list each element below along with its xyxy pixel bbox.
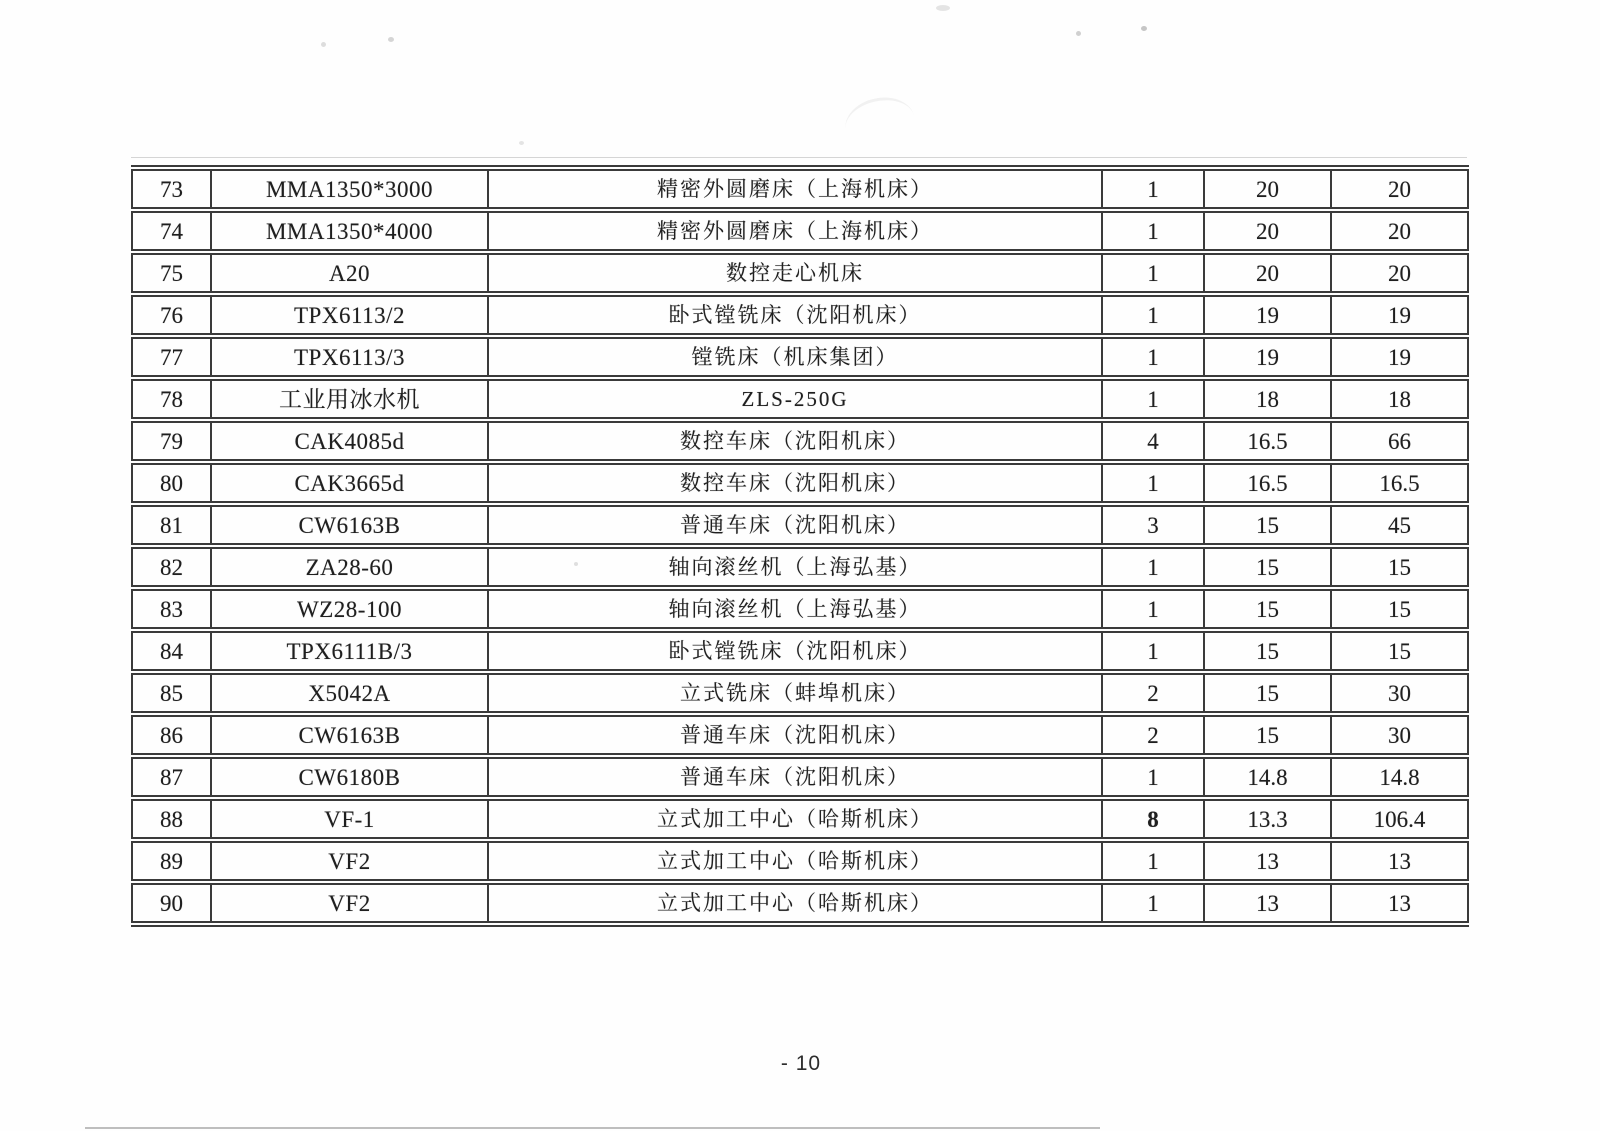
cell-qty: 1 (1102, 630, 1204, 672)
cell-unit_value: 20 (1204, 210, 1331, 252)
cell-qty: 3 (1102, 504, 1204, 546)
cell-total_value: 14.8 (1331, 756, 1468, 798)
cell-total_value: 66 (1331, 420, 1468, 462)
cell-unit_value: 15 (1204, 504, 1331, 546)
cell-qty: 1 (1102, 378, 1204, 420)
cell-total_value: 19 (1331, 336, 1468, 378)
page-number: - 10 (780, 1052, 822, 1075)
cell-qty: 1 (1102, 168, 1204, 210)
cell-description: 数控走心机床 (488, 252, 1102, 294)
cell-seq: 73 (132, 168, 211, 210)
table-row (132, 336, 1468, 378)
cell-unit_value: 15 (1204, 546, 1331, 588)
table-row (132, 168, 1468, 210)
cell-description: 数控车床（沈阳机床） (488, 462, 1102, 504)
table-row (132, 378, 1468, 420)
cell-seq: 81 (132, 504, 211, 546)
cell-model: WZ28-100 (211, 588, 488, 630)
table-row (132, 672, 1468, 714)
cell-model: 工业用冰水机 (211, 378, 488, 420)
cell-seq: 75 (132, 252, 211, 294)
cell-qty: 1 (1102, 462, 1204, 504)
table-row (132, 504, 1468, 546)
cell-seq: 82 (132, 546, 211, 588)
cell-total_value: 20 (1331, 252, 1468, 294)
cell-seq: 80 (132, 462, 211, 504)
cell-qty: 8 (1102, 798, 1204, 840)
cell-qty: 1 (1102, 756, 1204, 798)
cell-total_value: 13 (1331, 840, 1468, 882)
scan-noise-speck (1141, 26, 1147, 31)
cell-description: 立式铣床（蚌埠机床） (488, 672, 1102, 714)
cell-seq: 89 (132, 840, 211, 882)
cell-unit_value: 13 (1204, 840, 1331, 882)
cell-description: ZLS-250G (488, 378, 1102, 420)
cell-seq: 85 (132, 672, 211, 714)
cell-model: CW6163B (211, 714, 488, 756)
table-row (132, 210, 1468, 252)
cell-total_value: 18 (1331, 378, 1468, 420)
cell-qty: 2 (1102, 672, 1204, 714)
cell-total_value: 16.5 (1331, 462, 1468, 504)
cell-description: 立式加工中心（哈斯机床） (488, 798, 1102, 840)
cell-description: 精密外圆磨床（上海机床） (488, 210, 1102, 252)
cell-qty: 2 (1102, 714, 1204, 756)
cell-model: ZA28-60 (211, 546, 488, 588)
cell-total_value: 30 (1331, 672, 1468, 714)
cell-model: MMA1350*3000 (211, 168, 488, 210)
cell-model: CAK4085d (211, 420, 488, 462)
cell-total_value: 20 (1331, 168, 1468, 210)
table-row (132, 294, 1468, 336)
cell-seq: 77 (132, 336, 211, 378)
cell-unit_value: 20 (1204, 252, 1331, 294)
scan-noise-speck (936, 5, 950, 11)
cell-unit_value: 15 (1204, 630, 1331, 672)
cell-model: VF2 (211, 882, 488, 924)
table-row (132, 756, 1468, 798)
cell-qty: 1 (1102, 588, 1204, 630)
cell-total_value: 106.4 (1331, 798, 1468, 840)
table-row (132, 840, 1468, 882)
cell-qty: 1 (1102, 252, 1204, 294)
cell-total_value: 45 (1331, 504, 1468, 546)
cell-unit_value: 13 (1204, 882, 1331, 924)
table-row (132, 420, 1468, 462)
cell-seq: 88 (132, 798, 211, 840)
cell-seq: 83 (132, 588, 211, 630)
cell-description: 普通车床（沈阳机床） (488, 504, 1102, 546)
cell-seq: 87 (132, 756, 211, 798)
scan-line-artifact (131, 157, 1467, 158)
cell-total_value: 15 (1331, 630, 1468, 672)
cell-qty: 1 (1102, 882, 1204, 924)
cell-description: 卧式镗铣床（沈阳机床） (488, 294, 1102, 336)
cell-seq: 76 (132, 294, 211, 336)
cell-seq: 90 (132, 882, 211, 924)
cell-description: 立式加工中心（哈斯机床） (488, 882, 1102, 924)
cell-seq: 74 (132, 210, 211, 252)
cell-unit_value: 13.3 (1204, 798, 1331, 840)
cell-model: TPX6113/3 (211, 336, 488, 378)
cell-qty: 1 (1102, 210, 1204, 252)
cell-unit_value: 19 (1204, 336, 1331, 378)
cell-unit_value: 15 (1204, 588, 1331, 630)
scan-noise-speck (321, 42, 326, 47)
cell-total_value: 15 (1331, 546, 1468, 588)
cell-model: VF2 (211, 840, 488, 882)
table-row (132, 252, 1468, 294)
cell-description: 立式加工中心（哈斯机床） (488, 840, 1102, 882)
cell-model: VF-1 (211, 798, 488, 840)
table-row (132, 588, 1468, 630)
cell-description: 普通车床（沈阳机床） (488, 756, 1102, 798)
cell-unit_value: 16.5 (1204, 462, 1331, 504)
equipment-table-body (132, 168, 1468, 924)
cell-qty: 1 (1102, 546, 1204, 588)
table-row (132, 462, 1468, 504)
cell-qty: 4 (1102, 420, 1204, 462)
cell-description: 数控车床（沈阳机床） (488, 420, 1102, 462)
cell-unit_value: 20 (1204, 168, 1331, 210)
scan-noise-speck (1076, 31, 1081, 36)
table-row (132, 798, 1468, 840)
cell-description: 精密外圆磨床（上海机床） (488, 168, 1102, 210)
cell-description: 卧式镗铣床（沈阳机床） (488, 630, 1102, 672)
cell-unit_value: 15 (1204, 714, 1331, 756)
cell-total_value: 30 (1331, 714, 1468, 756)
cell-unit_value: 15 (1204, 672, 1331, 714)
cell-total_value: 13 (1331, 882, 1468, 924)
cell-seq: 84 (132, 630, 211, 672)
cell-total_value: 20 (1331, 210, 1468, 252)
cell-unit_value: 14.8 (1204, 756, 1331, 798)
scan-noise-speck (388, 37, 394, 42)
cell-model: CW6180B (211, 756, 488, 798)
cell-model: TPX6113/2 (211, 294, 488, 336)
cell-model: A20 (211, 252, 488, 294)
scan-noise-speck (519, 141, 524, 145)
table-row (132, 714, 1468, 756)
cell-description: 镗铣床（机床集团） (488, 336, 1102, 378)
cell-seq: 78 (132, 378, 211, 420)
table-row (132, 546, 1468, 588)
cell-description: 轴向滚丝机（上海弘基） (488, 546, 1102, 588)
cell-total_value: 15 (1331, 588, 1468, 630)
cell-seq: 79 (132, 420, 211, 462)
scan-page-edge-shadow (85, 1127, 1100, 1129)
cell-unit_value: 19 (1204, 294, 1331, 336)
cell-qty: 1 (1102, 336, 1204, 378)
scan-smudge (840, 91, 919, 155)
cell-seq: 86 (132, 714, 211, 756)
cell-model: X5042A (211, 672, 488, 714)
cell-model: CAK3665d (211, 462, 488, 504)
cell-model: MMA1350*4000 (211, 210, 488, 252)
cell-total_value: 19 (1331, 294, 1468, 336)
equipment-table (131, 165, 1469, 927)
cell-description: 普通车床（沈阳机床） (488, 714, 1102, 756)
cell-unit_value: 18 (1204, 378, 1331, 420)
cell-model: CW6163B (211, 504, 488, 546)
cell-qty: 1 (1102, 294, 1204, 336)
cell-description: 轴向滚丝机（上海弘基） (488, 588, 1102, 630)
cell-unit_value: 16.5 (1204, 420, 1331, 462)
table-row (132, 630, 1468, 672)
cell-model: TPX6111B/3 (211, 630, 488, 672)
cell-qty: 1 (1102, 840, 1204, 882)
table-row (132, 882, 1468, 924)
